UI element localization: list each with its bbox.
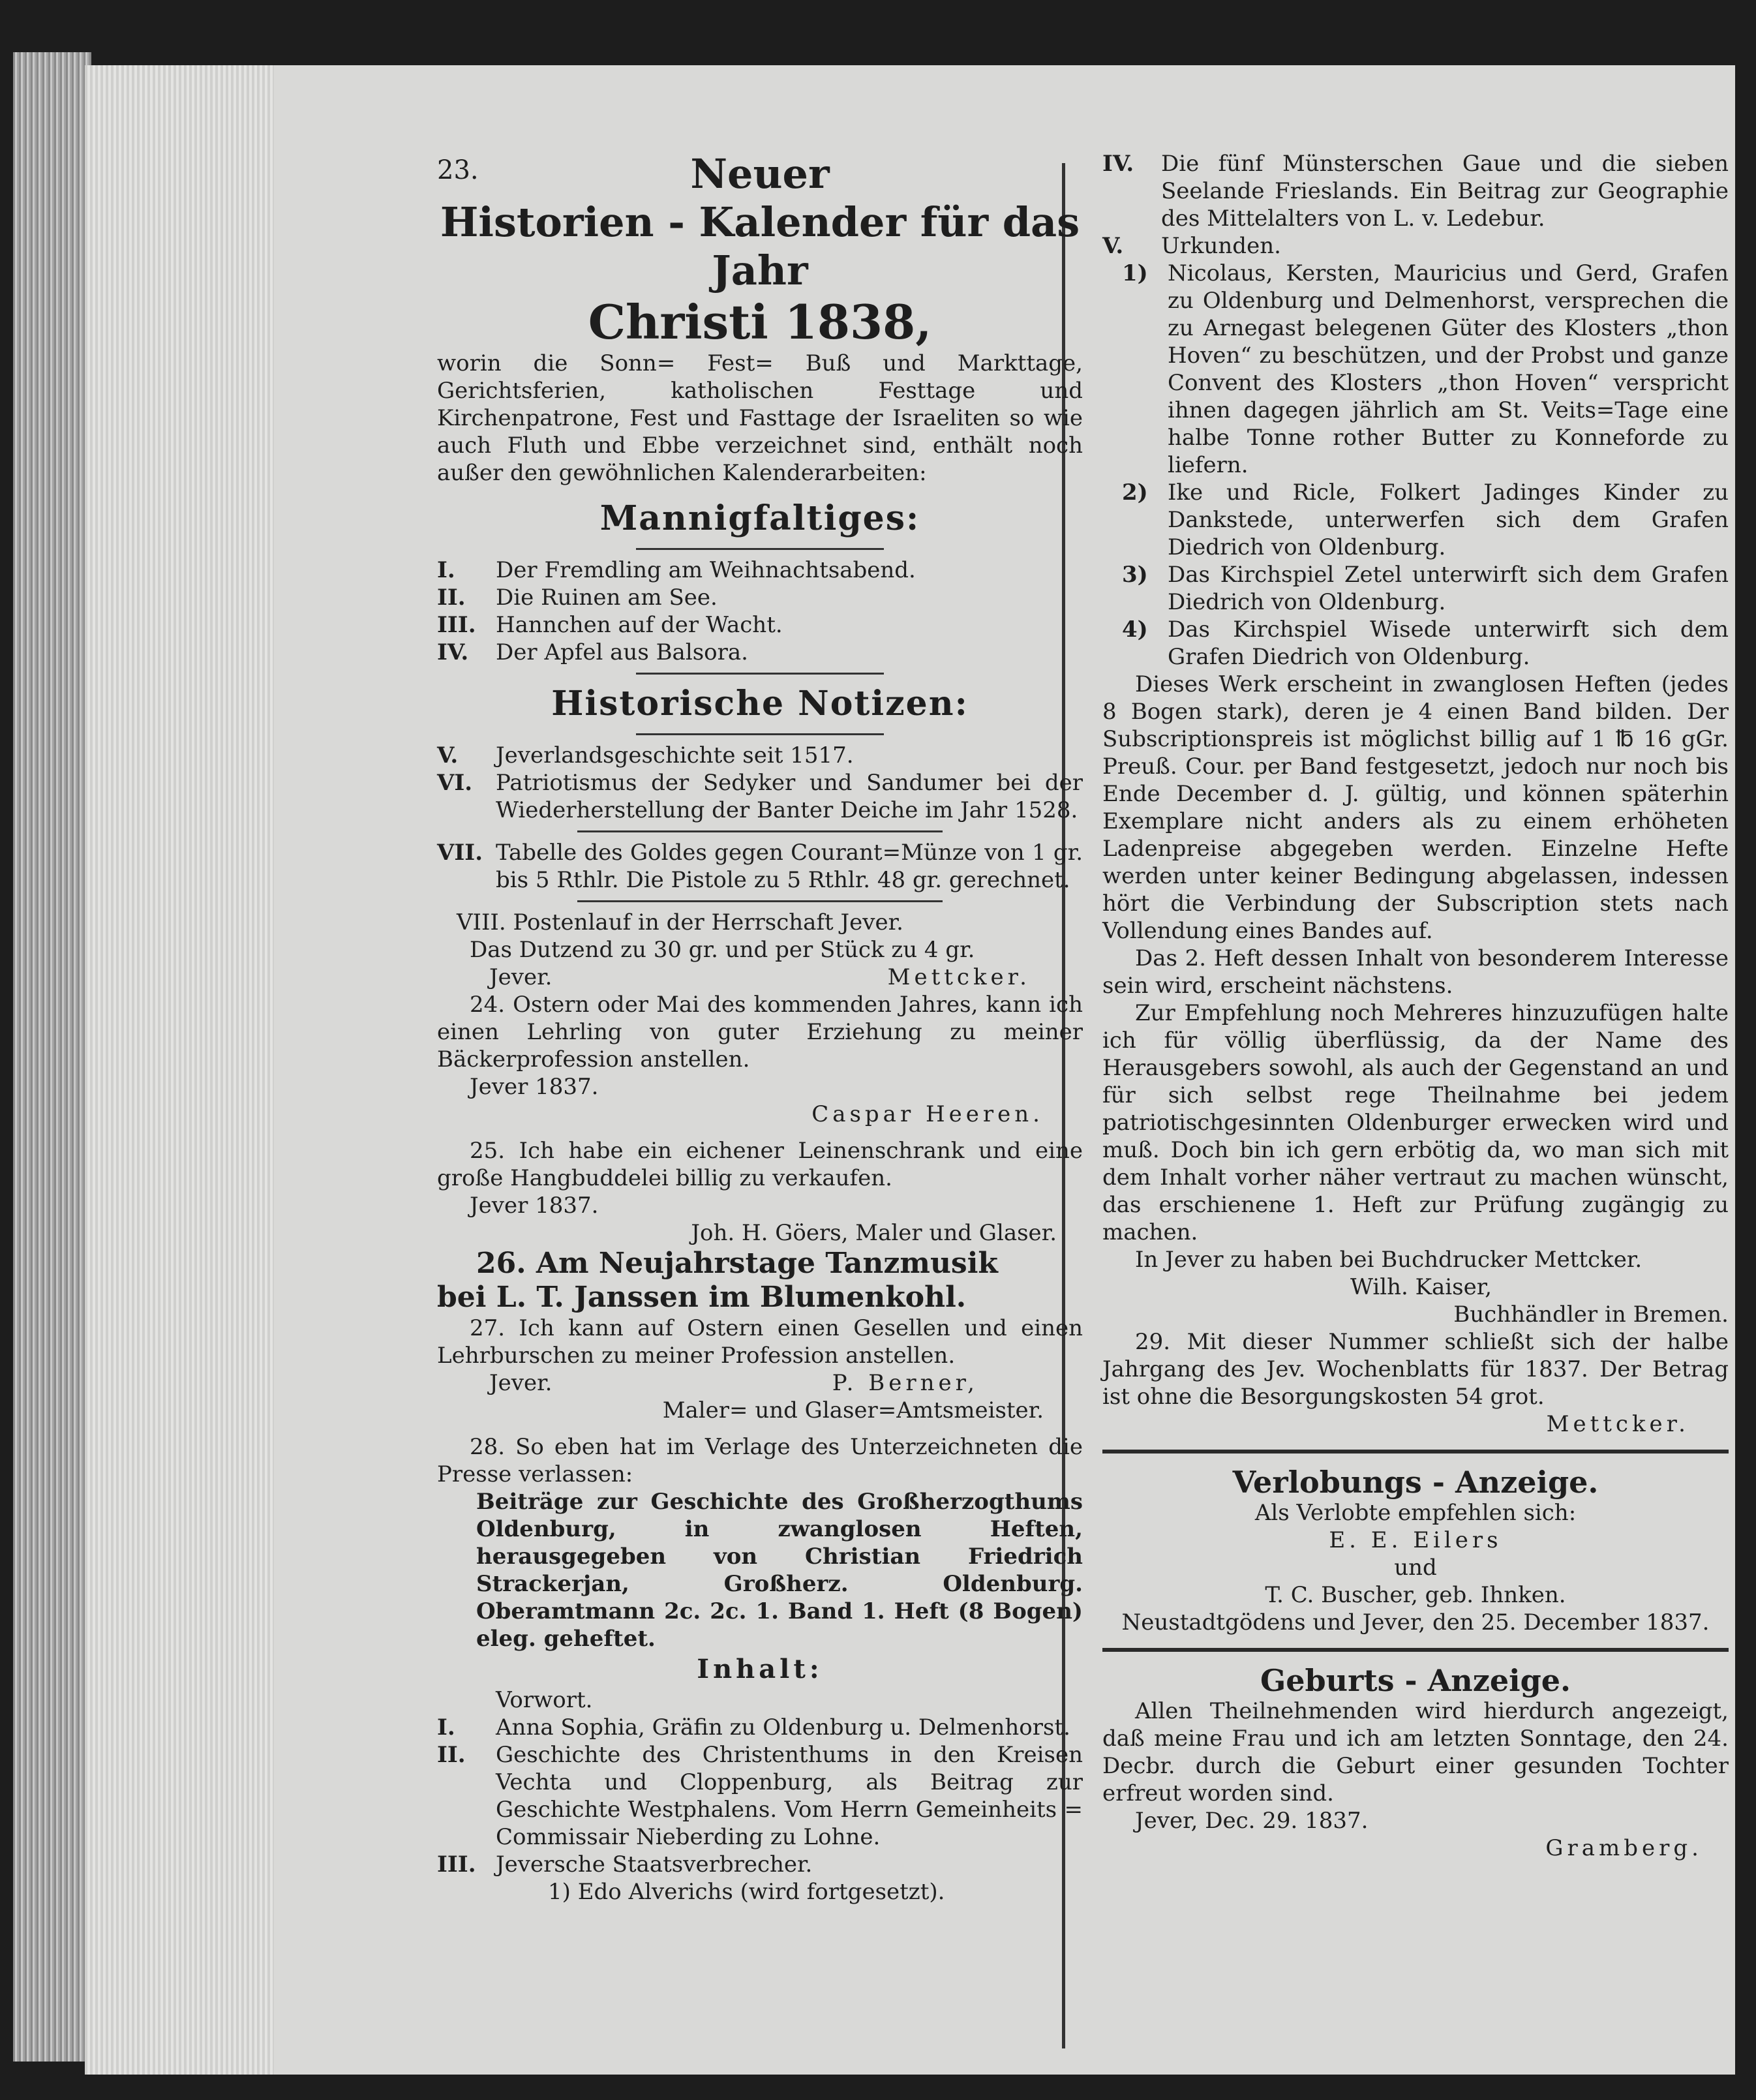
divider-rule <box>577 900 943 902</box>
right-column <box>1102 150 1729 1862</box>
list-item: VII. Tabelle des Goldes gegen Courant=Münze von 1 gr. bis 5 Rthlr. Die Pistole zu 5 Rthlr. 48 gr. gerechnet. <box>437 840 1083 893</box>
ad-28: 28. So eben hat im Verlage des Unterzeichneten die Presse verlassen: <box>437 1434 1083 1487</box>
list-item: IV. Die fünf Münsterschen Gaue und die sieben Seelande Frieslands. Ein Beitrag zur Geographie des Mittelalters von L. v. Ledebur. <box>1102 151 1729 232</box>
signature-mettcker: Mettcker. <box>1546 1411 1689 1437</box>
contents-heading: Inhalt: <box>697 1654 823 1684</box>
mannigfaltiges-list <box>437 556 1083 666</box>
list-item: VI. Patriotismus der Sedyker und Sandumer bei der Wiederherstellung der Banter Deiche im Jahr 1528. <box>437 770 1083 823</box>
list-item: III. Jeversche Staatsverbrecher. <box>437 1851 813 1878</box>
signature-title: Maler= und Glaser=Amtsmeister. <box>662 1397 1044 1423</box>
signature-gramberg: Gramberg. <box>1545 1835 1703 1861</box>
ad-27: 27. Ich kann auf Ostern einen Gesellen und einen Lehrburschen zu meiner Profession anstellen. <box>437 1315 1083 1369</box>
engagement-place-date: Neustadtgödens und Jever, den 25. December 1837. <box>1121 1609 1710 1636</box>
section-rule <box>1102 1648 1729 1652</box>
list-item: 2) Ike und Ricle, Folkert Jadinges Kinder zu Dankstede, unterwerfen sich dem Grafen Diedrich von Oldenburg. <box>1122 479 1729 560</box>
engagement-heading: Verlobungs - Anzeige. <box>1232 1465 1599 1500</box>
divider-rule <box>636 733 884 735</box>
second-issue-note: Das 2. Heft dessen Inhalt von besonderem Interesse sein wird, erscheint nächstens. <box>1102 945 1729 999</box>
subscription-info: Dieses Werk erscheint in zwanglosen Heften (jedes 8 Bogen stark), deren je 4 einen Band bilden. Der Subscriptionspreis ist möglichst billig auf 1 ℔ 16 gGr. Preuß. Cour. per Band festgesetzt, jedoch nur noch bis Ende December d. J. gültig, und können späterhin Exemplare nicht anders als zu einem erhöheten Ladenpreise abgegeben werden. Einzelne Hefte werden unter keiner Bedingung abgelassen, indessen hört die Verbindung der Subscription stets nach Vollendung eines Bandes auf. <box>1102 671 1729 944</box>
price-info: Das Dutzend zu 30 gr. und per Stück zu 4 gr. <box>470 937 975 963</box>
list-item: V. Urkunden. <box>1102 233 1281 259</box>
list-item: 3) Das Kirchspiel Zetel unterwirft sich dem Grafen Diedrich von Oldenburg. <box>1122 562 1729 615</box>
section-rule <box>1102 1450 1729 1453</box>
postenlauf: VIII. Postenlauf in der Herrschaft Jever. <box>457 909 903 936</box>
ad-29: 29. Mit dieser Nummer schließt sich der halbe Jahrgang des Jev. Wochenblatts für 1837. Der Betrag ist ohne die Besorgungskosten 54 grot. <box>1102 1329 1729 1410</box>
available-at: In Jever zu haben bei Buchdrucker Mettcker. <box>1135 1247 1642 1273</box>
calendar-title-neuer: Neuer <box>690 150 830 198</box>
list-item: II. Die Ruinen am See. <box>437 585 718 611</box>
signature-line: Jever. Mettcker. <box>489 964 1031 990</box>
list-item: 4) Das Kirchspiel Wisede unterwirft sich dem Grafen Diedrich von Oldenburg. <box>1122 616 1729 670</box>
calendar-year: Christi 1838, <box>588 294 932 350</box>
section-historische-notizen: Historische Notizen: <box>551 684 969 723</box>
left-column <box>437 150 1083 1906</box>
list-item: III. Hannchen auf der Wacht. <box>437 612 783 638</box>
contents-subitem: 1) Edo Alverichs (wird fortgesetzt). <box>548 1879 945 1905</box>
list-item: IV. Der Apfel aus Balsora. <box>437 639 748 665</box>
book-announcement: Beiträge zur Geschichte des Großherzogthums Oldenburg, in zwanglosen Heften, herausgegeben von Christian Friedrich Strackerjan, Großherz. Oldenburg. Oberamtmann 2c. 2c. 1. Band 1. Heft (8 Bogen) eleg. geheftet. <box>476 1489 1083 1652</box>
list-item: 1) Nicolaus, Kersten, Mauricius und Gerd, Grafen zu Oldenburg und Delmenhorst, versprechen die zu Arnegast belegenen Güter des Klosters „thon Hoven“ zu beschützen, und der Probst und ganze Convent des Klosters „thon Hoven“ verspricht ihnen dagegen jährlich am St. Veits=Tage eine halbe Tonne rother Butter zu Konneforde zu liefern. <box>1122 260 1729 478</box>
list-item: I. Anna Sophia, Gräfin zu Oldenburg u. Delmenhorst. <box>437 1714 1070 1741</box>
ad-26-line1: 26. Am Neujahrstage Tanzmusik <box>476 1247 998 1280</box>
engaged-name-2: T. C. Buscher, geb. Ihnken. <box>1265 1582 1566 1608</box>
ad-24: 24. Ostern oder Mai des kommenden Jahres, kann ich einen Lehrling von guter Erziehung zu meiner Bäckerprofession anstellen. <box>437 992 1083 1073</box>
engagement-and: und <box>1394 1555 1437 1581</box>
birth-text: Allen Theilnehmenden wird hierdurch angezeigt, daß meine Frau und ich am letzten Sonntage, den 24. Decbr. durch die Geburt einer gesunden Tochter erfreut worden sind. <box>1102 1698 1729 1806</box>
newspaper-page <box>85 65 1735 2075</box>
bookseller-name: Wilh. Kaiser, <box>1350 1274 1492 1300</box>
signature-caspar: Caspar Heeren. <box>811 1101 1044 1127</box>
list-item: I. Der Fremdling am Weihnachtsabend. <box>437 557 916 583</box>
signature-goers: Joh. H. Göers, Maler und Glaser. <box>691 1220 1057 1246</box>
birth-place-date: Jever, Dec. 29. 1837. <box>1135 1808 1369 1834</box>
page-margin <box>85 65 274 2075</box>
divider-rule <box>577 830 943 832</box>
divider-rule <box>636 548 884 550</box>
list-item: II. Geschichte des Christenthums in den Kreisen Vechta und Cloppenburg, als Beitrag zur Geschichte Westphalens. Vom Herrn Gemeinheits = Commissair Nieberding zu Lohne. <box>437 1742 1083 1850</box>
ad-26-line2: bei L. T. Janssen im Blumenkohl. <box>437 1281 967 1314</box>
engagement-intro: Als Verlobte empfehlen sich: <box>1254 1500 1577 1526</box>
birth-heading: Geburts - Anzeige. <box>1260 1663 1571 1698</box>
place-date: Jever 1837. <box>470 1193 599 1219</box>
divider-rule <box>636 673 884 675</box>
book-edge <box>13 52 91 2062</box>
place-date: Jever 1837. <box>470 1074 599 1100</box>
list-item: V. Jeverlandsgeschichte seit 1517. <box>437 742 854 768</box>
section-mannigfaltiges: Mannigfaltiges: <box>599 498 920 538</box>
signature-line: Jever. P. Berner, <box>489 1370 978 1396</box>
contents-foreword: Vorwort. <box>496 1687 593 1713</box>
bookseller-place: Buchhändler in Bremen. <box>1453 1301 1729 1328</box>
calendar-description: worin die Sonn= Fest= Buß und Markttage, Gerichtsferien, katholischen Festtage und Kirchenpatrone, Fest und Fasttage der Israeliten so wie auch Fluth und Ebbe verzeichnet sind, enthält noch außer den gewöhnlichen Kalenderarbeiten: <box>437 350 1083 486</box>
calendar-title: Historien - Kalender für das Jahr <box>440 198 1080 294</box>
item-number-23: 23. <box>437 155 479 185</box>
recommendation: Zur Empfehlung noch Mehreres hinzuzufügen halte ich für völlig überflüssig, da der Name des Herausgebers sowohl, als auch der Gegenstand an und für sich selbst rege Theilnahme bei jedem patriotischgesinnten Oldenburger erwecken wird und muß. Doch bin ich gern erbötig da, wo man sich mit dem Inhalt vorher näher vertraut zu machen wünscht, das erschienene 1. Heft zur Prüfung zugängig zu machen. <box>1102 1000 1729 1245</box>
ad-25: 25. Ich habe ein eichener Leinenschrank und eine große Hangbuddelei billig zu verkaufen. <box>437 1138 1083 1191</box>
engaged-name-1: E. E. Eilers <box>1329 1527 1502 1553</box>
